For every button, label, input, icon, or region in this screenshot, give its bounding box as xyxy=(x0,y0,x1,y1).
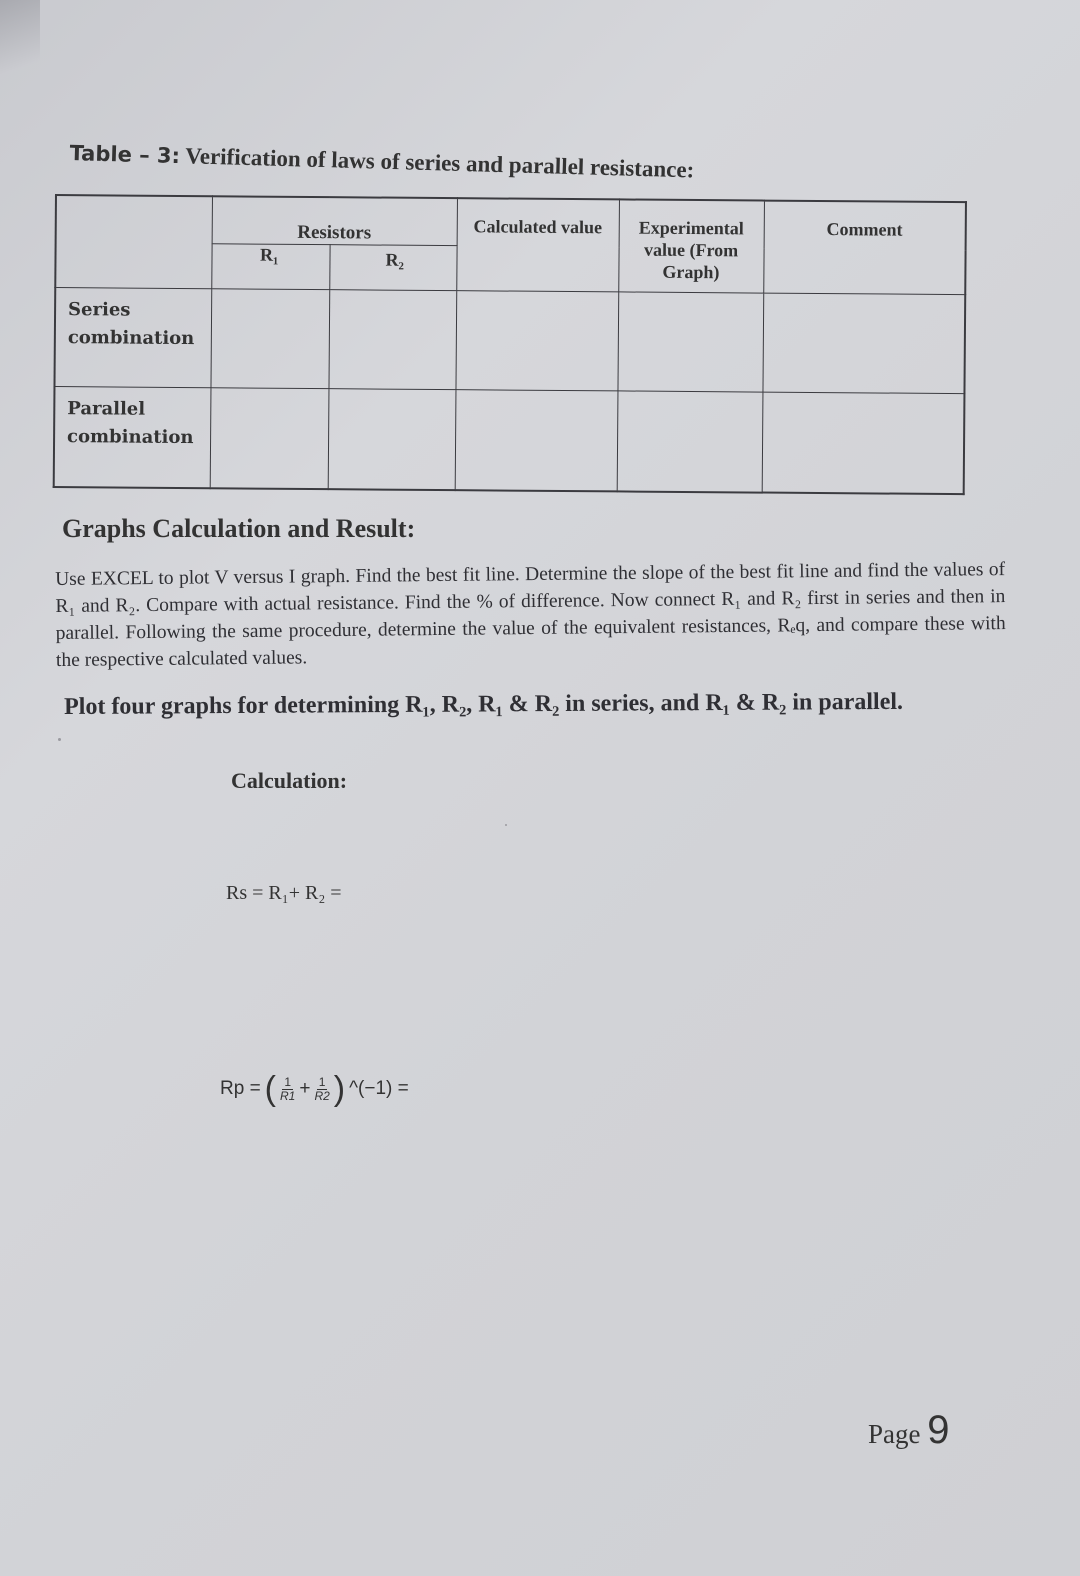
table-title xyxy=(69,140,694,183)
plot-instruction: Plot four graphs for determining R₁, R₂, R₁ & R₂ in series, and R₁ & R₂ in parallel. xyxy=(64,688,904,720)
table-title-lead: Table – 3: xyxy=(69,140,181,169)
paper-speck xyxy=(505,824,507,826)
parallel-resistance-formula xyxy=(220,1072,409,1106)
parallel-calculated-cell xyxy=(455,390,618,491)
calculated-value-header: Calculated value xyxy=(456,198,619,292)
instructions-paragraph: Use EXCEL to plot V versus I graph. Find the best fit line. Determine the slope of the best fit line and find the values of R₁ and R₂. Compare with actual resistance. Find the % of difference. Now connect R₁ and R₂ first in series and then in parallel. Following the same procedure, determine the value of the equivalent resistances, Rₑq, and compare these with the respective calculated values. xyxy=(55,559,1006,671)
calculation-label: Calculation: xyxy=(231,768,348,793)
table-title-rest: Verification of laws of series and parallel resistance: xyxy=(179,143,695,183)
verification-table xyxy=(53,194,967,495)
page-label: Page xyxy=(868,1419,921,1449)
series-calculated-cell xyxy=(455,291,618,392)
paper-speck xyxy=(58,738,61,741)
rp-fraction-2-numerator: 1 xyxy=(318,1074,326,1089)
rp-fraction-2 xyxy=(314,1076,329,1103)
experimental-value-header: Experimental value (From Graph) xyxy=(618,199,764,293)
series-experimental-cell xyxy=(617,292,763,393)
resistors-header: Resistors xyxy=(212,196,457,245)
rp-plus: + xyxy=(299,1078,311,1099)
rp-paren-open: ( xyxy=(264,1070,276,1108)
series-r2-cell xyxy=(328,290,456,390)
parallel-comment-cell xyxy=(762,392,965,494)
rp-prefix: Rp = xyxy=(220,1078,261,1099)
r1-header: R₁ xyxy=(211,244,329,290)
rp-fraction-1-numerator: 1 xyxy=(284,1074,292,1089)
rp-fraction-1 xyxy=(280,1076,295,1103)
parallel-r1-cell xyxy=(210,388,329,489)
series-comment-cell xyxy=(762,293,965,394)
rp-suffix: ^(−1) = xyxy=(349,1078,409,1099)
series-resistance-formula: Rs = R₁+ R₂ = xyxy=(226,882,342,904)
rp-paren-close: ) xyxy=(333,1070,346,1108)
parallel-experimental-cell xyxy=(617,391,763,492)
r2-header: R₂ xyxy=(329,245,456,291)
section-heading: Graphs Calculation and Result: xyxy=(62,514,416,543)
series-combination-label: Series combination xyxy=(54,288,211,389)
parallel-combination-label: Parallel combination xyxy=(54,387,211,488)
page-number: 9 xyxy=(927,1408,950,1452)
series-r1-cell xyxy=(210,289,329,389)
comment-header: Comment xyxy=(763,201,966,295)
page-corner-shadow xyxy=(0,0,40,80)
rp-fraction-1-denominator: R1 xyxy=(280,1088,296,1103)
parallel-r2-cell xyxy=(328,389,456,490)
table-corner-cell xyxy=(55,195,212,289)
rp-fraction-2-denominator: R2 xyxy=(314,1088,330,1103)
page-footer xyxy=(868,1408,949,1453)
